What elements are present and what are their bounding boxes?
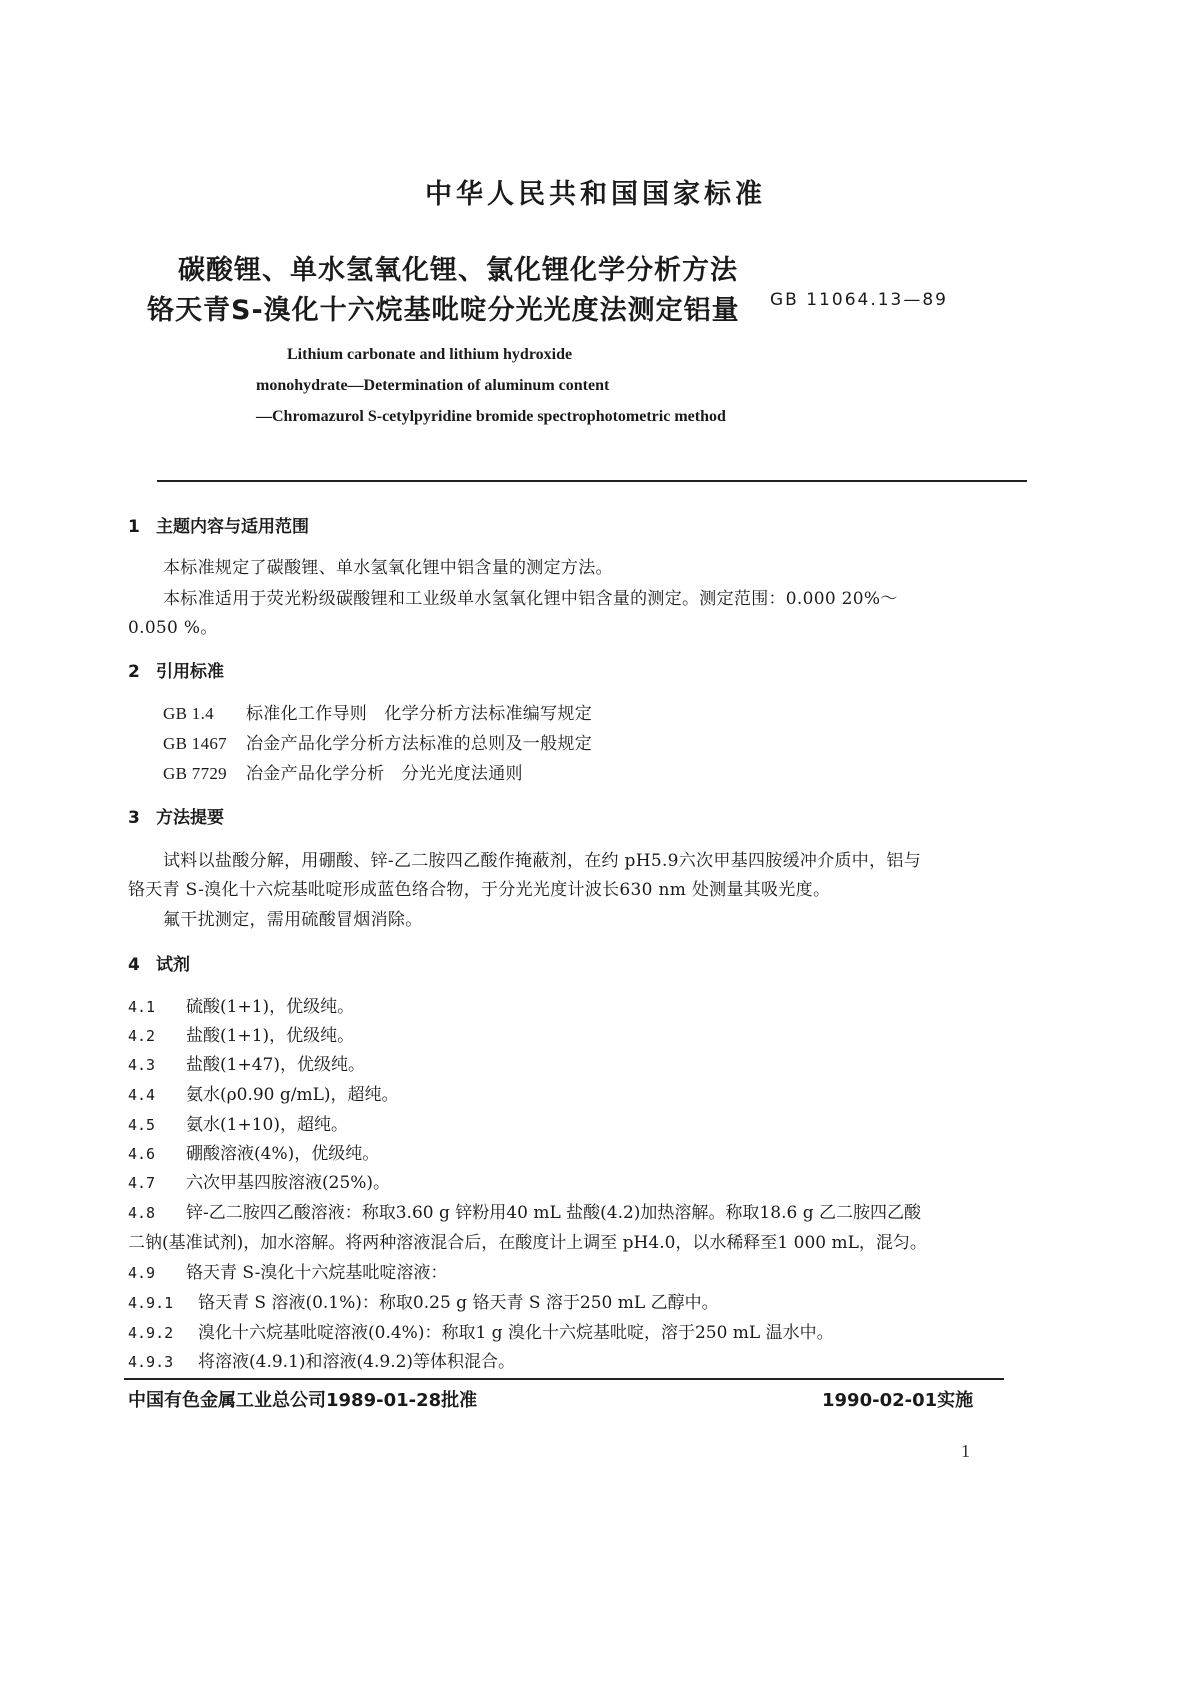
paragraph: 0.050 %。 [128, 618, 218, 638]
reagent-item [128, 1110, 348, 1135]
item-text: 将溶液(4.9.1)和溶液(4.9.2)等体积混合。 [198, 1352, 516, 1372]
section-number: 3 [128, 808, 140, 828]
section-3-heading [128, 803, 224, 828]
item-text: 二钠(基准试剂)，加水溶解。将两种溶液混合后，在酸度计上调至 pH4.0，以水稀释至1 000 mL，混匀。 [128, 1233, 927, 1253]
header-divider [157, 480, 1027, 482]
reagent-item [128, 1168, 390, 1193]
paragraph: 本标准规定了碳酸锂、单水氢氧化锂中铝含量的测定方法。 [163, 558, 613, 578]
reagent-subitem [128, 1288, 719, 1313]
item-number: 4.9 [128, 1264, 156, 1282]
section-title: 引用标准 [156, 662, 224, 682]
standard-code: GB 11064.13—89 [770, 290, 948, 310]
title-line-2: 铬天青S-溴化十六烷基吡啶分光光度法测定铝量 [147, 295, 740, 326]
item-number: 4.3 [128, 1056, 156, 1074]
item-number: 4.2 [128, 1027, 156, 1045]
section-2-heading [128, 657, 224, 682]
section-number: 4 [128, 955, 140, 975]
implementation-date: 1990-02-01实施 [822, 1390, 974, 1411]
reference-text: 冶金产品化学分析 分光光度法通则 [246, 764, 523, 784]
paragraph: 铬天青 S-溴化十六烷基吡啶形成蓝色络合物，于分光光度计波长630 nm 处测量其吸光度。 [128, 880, 831, 900]
reagent-item [128, 992, 354, 1017]
national-standard-heading: 中华人民共和国国家标准 [425, 179, 766, 210]
english-title-line-3: —Chromazurol S-cetylpyridine bromide spectrophotometric method [256, 408, 726, 425]
item-text: 氨水(1+10)，超纯。 [186, 1115, 348, 1135]
reagent-subitem [128, 1347, 515, 1372]
section-4-heading [128, 950, 190, 975]
section-title: 试剂 [156, 955, 190, 975]
item-text: 硫酸(1+1)，优级纯。 [186, 997, 355, 1017]
reagent-item [128, 1021, 354, 1046]
item-number: 4.9.3 [128, 1353, 174, 1371]
reference-item [163, 699, 592, 724]
item-number: 4.9.1 [128, 1294, 174, 1312]
reference-item [163, 729, 592, 754]
reference-text: 冶金产品化学分析方法标准的总则及一般规定 [246, 734, 592, 754]
reference-code: GB 7729 [163, 764, 227, 783]
reference-item [163, 759, 523, 784]
paragraph: 试料以盐酸分解，用硼酸、锌-乙二胺四乙酸作掩蔽剂，在约 pH5.9六次甲基四胺缓冲介质中，铝与 [163, 851, 921, 871]
item-text: 溴化十六烷基吡啶溶液(0.4%)：称取1 g 溴化十六烷基吡啶，溶于250 mL 温水中。 [198, 1323, 834, 1343]
item-text: 盐酸(1+1)，优级纯。 [186, 1026, 355, 1046]
item-text: 盐酸(1+47)，优级纯。 [186, 1055, 365, 1075]
reference-code: GB 1.4 [163, 704, 214, 723]
reagent-item-continuation [128, 1228, 927, 1253]
reagent-item [128, 1139, 379, 1164]
item-number: 4.9.2 [128, 1324, 174, 1342]
reference-text: 标准化工作导则 化学分析方法标准编写规定 [246, 704, 592, 724]
section-number: 2 [128, 662, 140, 682]
item-number: 4.8 [128, 1204, 156, 1222]
reagent-item [128, 1258, 447, 1283]
reagent-item [128, 1198, 921, 1223]
item-number: 4.4 [128, 1086, 156, 1104]
section-title: 方法提要 [156, 808, 224, 828]
paragraph: 本标准适用于荧光粉级碳酸锂和工业级单水氢氧化锂中铝含量的测定。测定范围：0.000 20%～ [163, 589, 898, 609]
reagent-subitem [128, 1318, 834, 1343]
item-number: 4.7 [128, 1174, 156, 1192]
reagent-item [128, 1050, 365, 1075]
section-number: 1 [128, 517, 140, 537]
footer-divider [124, 1378, 1004, 1380]
approval-note: 中国有色金属工业总公司1989-01-28批准 [128, 1390, 478, 1411]
item-text: 氨水(ρ0.90 g/mL)，超纯。 [186, 1085, 399, 1105]
page-number: 1 [961, 1441, 970, 1461]
item-text: 锌-乙二胺四乙酸溶液：称取3.60 g 锌粉用40 mL 盐酸(4.2)加热溶解。称取18.6 g 乙二胺四乙酸 [186, 1203, 921, 1223]
item-text: 硼酸溶液(4%)，优级纯。 [186, 1144, 380, 1164]
english-title-line-2: monohydrate—Determination of aluminum content [256, 377, 610, 394]
item-text: 铬天青 S-溴化十六烷基吡啶溶液： [186, 1263, 448, 1283]
item-number: 4.1 [128, 998, 156, 1016]
section-title: 主题内容与适用范围 [156, 517, 309, 537]
item-number: 4.5 [128, 1116, 156, 1134]
english-title-line-1: Lithium carbonate and lithium hydroxide [287, 346, 573, 363]
paragraph: 氟干扰测定，需用硫酸冒烟消除。 [163, 910, 423, 930]
title-line-1: 碳酸锂、单水氢氧化锂、氯化锂化学分析方法 [178, 255, 738, 286]
item-number: 4.6 [128, 1145, 156, 1163]
item-text: 六次甲基四胺溶液(25%)。 [186, 1173, 391, 1193]
reference-code: GB 1467 [163, 734, 227, 753]
reagent-item [128, 1080, 399, 1105]
section-1-heading [128, 512, 309, 537]
item-text: 铬天青 S 溶液(0.1%)：称取0.25 g 铬天青 S 溶于250 mL 乙醇中。 [198, 1293, 719, 1313]
